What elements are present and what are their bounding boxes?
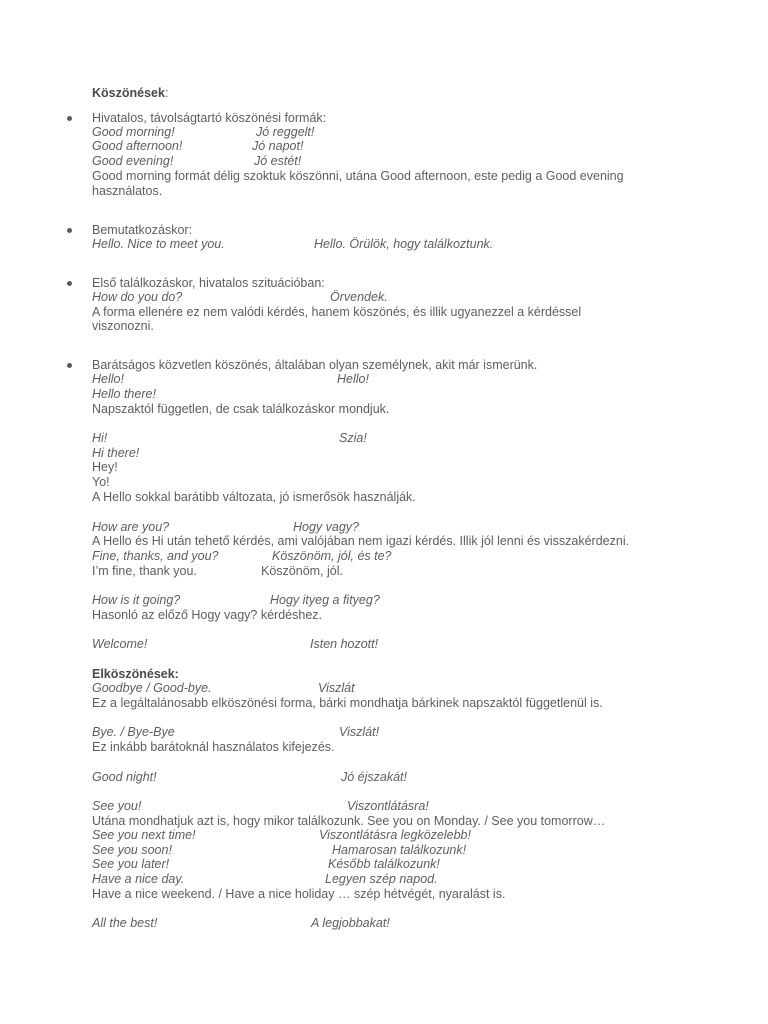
phrase-hu: Hogy vagy?: [293, 520, 360, 534]
section-intro-text: Első találkozáskor, hivatalos szituációban:: [92, 276, 325, 290]
phrase-hu: Viszlát!: [339, 725, 380, 739]
note-text: A Hello és Hi után tehető kérdés, ami valójában nem igazi kérdés. Illik jól lenni és visszakérdezni.: [92, 534, 630, 548]
phrase-hu: Hamarosan találkozunk!: [332, 843, 467, 857]
phrase-hello-there: Hello there!: [92, 387, 156, 401]
phrase-en: Good night!: [92, 770, 157, 784]
phrase-hu: Legyen szép napod.: [325, 872, 438, 886]
bullet-icon: [67, 116, 72, 121]
phrase-en: How are you?: [92, 520, 170, 534]
bullet-icon: [67, 281, 72, 286]
phrase-en: Hello. Nice to meet you.: [92, 237, 225, 251]
phrase-hu: Köszönöm, jól.: [261, 564, 343, 578]
phrase-en: Hello!: [92, 372, 124, 386]
title-text: Köszönések: [92, 86, 165, 100]
note-text: A Hello sokkal barátibb változata, jó ismerősök használják.: [92, 490, 416, 504]
section-heading-farewells: Elköszönések:: [92, 667, 179, 681]
phrase-hey: Hey!: [92, 460, 118, 474]
phrase-hu: Viszontlátásra!: [347, 799, 429, 813]
phrase-hu: Szia!: [339, 431, 367, 445]
phrase-hu: Jó napot!: [252, 139, 304, 153]
phrase-en: See you!: [92, 799, 142, 813]
phrase-en: How do you do?: [92, 290, 183, 304]
phrase-hu: Jó reggelt!: [256, 125, 315, 139]
phrase-en: How is it going?: [92, 593, 181, 607]
phrase-hu: Hello. Örülök, hogy találkoztunk.: [314, 237, 494, 251]
phrase-yo: Yo!: [92, 475, 110, 489]
phrase-en: Good evening!: [92, 154, 174, 168]
phrase-en: Bye. / Bye-Bye: [92, 725, 175, 739]
phrase-en: Good afternoon!: [92, 139, 183, 153]
phrase-en: Goodbye / Good-bye.: [92, 681, 212, 695]
phrase-en: See you soon!: [92, 843, 172, 857]
note-text: Napszaktól független, de csak találkozáskor mondjuk.: [92, 402, 390, 416]
note-text: A forma ellenére ez nem valódi kérdés, hanem köszönés, és illik ugyanezzel a kérdéssel: [92, 305, 582, 319]
section-intro-text: Bemutatkozáskor:: [92, 223, 193, 237]
phrase-hu: Viszontlátásra legközelebb!: [319, 828, 471, 842]
phrase-hu: Később találkozunk!: [328, 857, 440, 871]
phrase-hu: Köszönöm, jól, és te?: [272, 549, 392, 563]
phrase-en: See you later!: [92, 857, 170, 871]
bullet-icon: [67, 363, 72, 368]
note-text: Good morning formát délig szoktuk köszönni, utána Good afternoon, este pedig a Good evening: [92, 169, 624, 183]
phrase-en: All the best!: [92, 916, 158, 930]
phrase-hu: A legjobbakat!: [311, 916, 390, 930]
section-intro-text: Barátságos közvetlen köszönés, általában olyan személynek, akit már ismerünk.: [92, 358, 538, 372]
page-title: [92, 86, 168, 101]
phrase-hu: Hello!: [337, 372, 369, 386]
note-text: Ez a legáltalánosabb elköszönési forma, bárki mondhatja bárkinek napszaktól függetlenül is.: [92, 696, 603, 710]
section-formal-intro: Hivatalos, távolságtartó köszönési formák:: [92, 111, 327, 125]
title-colon: :: [164, 86, 169, 100]
note-text: viszonozni.: [92, 319, 154, 333]
note-text: Ez inkább barátoknál használatos kifejezés.: [92, 740, 335, 754]
phrase-en: Good morning!: [92, 125, 175, 139]
phrase-hu: Viszlát: [318, 681, 355, 695]
phrase-en: Have a nice day.: [92, 872, 185, 886]
phrase-en: I’m fine, thank you.: [92, 564, 197, 578]
bullet-icon: [67, 228, 72, 233]
phrase-hu: Hogy ityeg a fityeg?: [270, 593, 380, 607]
phrase-hu: Jó éjszakát!: [341, 770, 408, 784]
phrase-en: Fine, thanks, and you?: [92, 549, 219, 563]
phrase-en: See you next time!: [92, 828, 196, 842]
note-text: Hasonló az előző Hogy vagy? kérdéshez.: [92, 608, 322, 622]
phrase-en: Welcome!: [92, 637, 148, 651]
phrase-hu: Isten hozott!: [310, 637, 379, 651]
note-text: Have a nice weekend. / Have a nice holiday … szép hétvégét, nyaralást is.: [92, 887, 506, 901]
phrase-hi-there: Hi there!: [92, 446, 140, 460]
note-text: használatos.: [92, 184, 163, 198]
phrase-en: Hi!: [92, 431, 108, 445]
phrase-hu: Örvendek.: [330, 290, 388, 304]
phrase-hu: Jó estét!: [254, 154, 302, 168]
note-text: Utána mondhatjuk azt is, hogy mikor találkozunk. See you on Monday. / See you tomorrow…: [92, 814, 606, 828]
